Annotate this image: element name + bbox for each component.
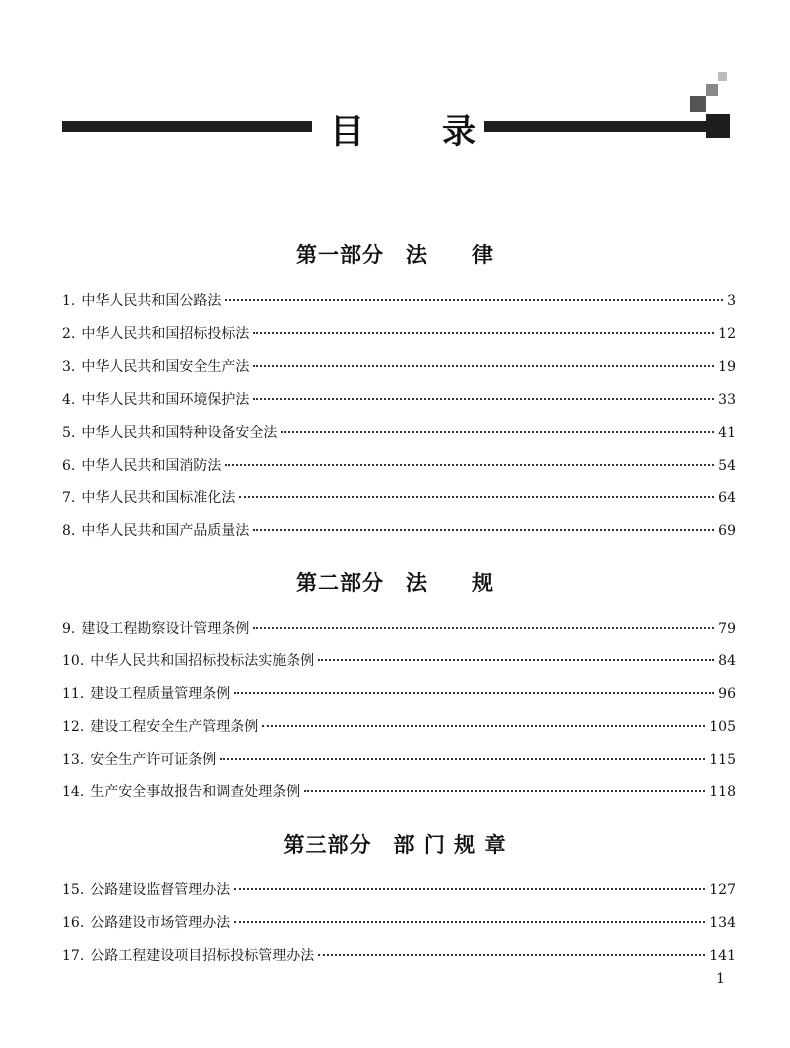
entry-page: 96 (718, 686, 736, 702)
dot-leader (253, 365, 714, 367)
dot-leader (220, 758, 705, 760)
entry-page: 118 (709, 784, 736, 800)
toc-title-bar (62, 98, 738, 158)
entry-title: 安全生产许可证条例 (90, 752, 217, 768)
entry-number: 8. (62, 523, 76, 539)
toc-entry[interactable] (62, 879, 736, 901)
toc-entry[interactable] (62, 781, 736, 803)
entry-number: 4. (62, 392, 76, 408)
entry-title: 建设工程安全生产管理条例 (90, 719, 259, 735)
toc-entry[interactable] (62, 520, 736, 542)
entry-number: 9. (62, 621, 76, 637)
toc-entry[interactable] (62, 749, 736, 771)
dot-leader (253, 332, 714, 334)
entry-page: 105 (709, 719, 736, 735)
entry-number: 3. (62, 359, 76, 375)
decor-square (706, 114, 730, 138)
entry-page: 33 (718, 392, 736, 408)
entry-title: 中华人民共和国产品质量法 (81, 523, 250, 539)
entry-number: 12. (62, 719, 85, 735)
entry-page: 3 (727, 293, 736, 309)
dot-leader (253, 398, 714, 400)
entry-page: 84 (718, 653, 736, 669)
section-heading-1: 第一部分 法 律 (296, 243, 494, 267)
entry-title: 公路工程建设项目招标投标管理办法 (90, 948, 315, 964)
toc-entry[interactable] (62, 487, 736, 509)
entry-page: 54 (718, 458, 736, 474)
page-number: 1 (716, 971, 725, 987)
decor-square (706, 84, 718, 96)
entry-number: 16. (62, 915, 85, 931)
entry-number: 11. (62, 686, 85, 702)
toc-entry[interactable] (62, 356, 736, 378)
entry-number: 14. (62, 784, 85, 800)
toc-entry[interactable] (62, 389, 736, 411)
toc-entry[interactable] (62, 323, 736, 345)
entry-title: 中华人民共和国招标投标法实施条例 (90, 653, 315, 669)
dot-leader (239, 496, 714, 498)
dot-leader (234, 692, 714, 694)
entry-page: 141 (709, 948, 736, 964)
dot-leader (262, 725, 705, 727)
toc-entry[interactable] (62, 290, 736, 312)
entry-number: 13. (62, 752, 85, 768)
dot-leader (281, 431, 714, 433)
title-char-1: 目 (330, 111, 364, 152)
entry-page: 134 (709, 915, 736, 931)
toc-entry[interactable] (62, 912, 736, 934)
entry-title: 公路建设市场管理办法 (90, 915, 231, 931)
entry-page: 115 (709, 752, 736, 768)
entry-page: 41 (718, 425, 736, 441)
toc-entry[interactable] (62, 618, 736, 640)
dot-leader (253, 627, 714, 629)
entry-title: 建设工程质量管理条例 (90, 686, 231, 702)
entry-title: 中华人民共和国特种设备安全法 (81, 425, 278, 441)
toc-entry[interactable] (62, 422, 736, 444)
section-heading-3: 第三部分 部 门 规 章 (283, 833, 507, 857)
title-char-2: 录 (442, 111, 476, 152)
entry-title: 生产安全事故报告和调查处理条例 (90, 784, 301, 800)
entry-title: 中华人民共和国公路法 (81, 293, 222, 309)
entry-number: 17. (62, 948, 85, 964)
toc-entry[interactable] (62, 945, 736, 967)
dot-leader (234, 921, 705, 923)
dot-leader (225, 299, 723, 301)
entry-title: 公路建设监督管理办法 (90, 882, 231, 898)
entry-number: 2. (62, 326, 76, 342)
entry-page: 12 (718, 326, 736, 342)
dot-leader (318, 954, 705, 956)
dot-leader (253, 529, 714, 531)
entry-number: 5. (62, 425, 76, 441)
entry-title: 中华人民共和国标准化法 (81, 490, 236, 506)
title-rule-left (62, 121, 312, 132)
dot-leader (234, 888, 705, 890)
entry-title: 中华人民共和国环境保护法 (81, 392, 250, 408)
entry-title: 建设工程勘察设计管理条例 (81, 621, 250, 637)
toc-entry[interactable] (62, 716, 736, 738)
entry-title: 中华人民共和国招标投标法 (81, 326, 250, 342)
toc-entry[interactable] (62, 683, 736, 705)
title-rule-right (484, 121, 712, 132)
entry-number: 1. (62, 293, 76, 309)
dot-leader (318, 659, 714, 661)
decor-square (718, 72, 727, 81)
entry-title: 中华人民共和国消防法 (81, 458, 222, 474)
entry-page: 127 (709, 882, 736, 898)
entry-title: 中华人民共和国安全生产法 (81, 359, 250, 375)
section-heading-2: 第二部分 法 规 (296, 571, 494, 595)
entry-number: 6. (62, 458, 76, 474)
entry-page: 19 (718, 359, 736, 375)
decor-square (690, 96, 706, 112)
entry-page: 69 (718, 523, 736, 539)
toc-entry[interactable] (62, 650, 736, 672)
entry-number: 7. (62, 490, 76, 506)
entry-number: 10. (62, 653, 85, 669)
page-title (330, 98, 476, 158)
entry-number: 15. (62, 882, 85, 898)
dot-leader (225, 464, 714, 466)
entry-page: 79 (718, 621, 736, 637)
entry-page: 64 (718, 490, 736, 506)
toc-entry[interactable] (62, 455, 736, 477)
dot-leader (304, 790, 705, 792)
